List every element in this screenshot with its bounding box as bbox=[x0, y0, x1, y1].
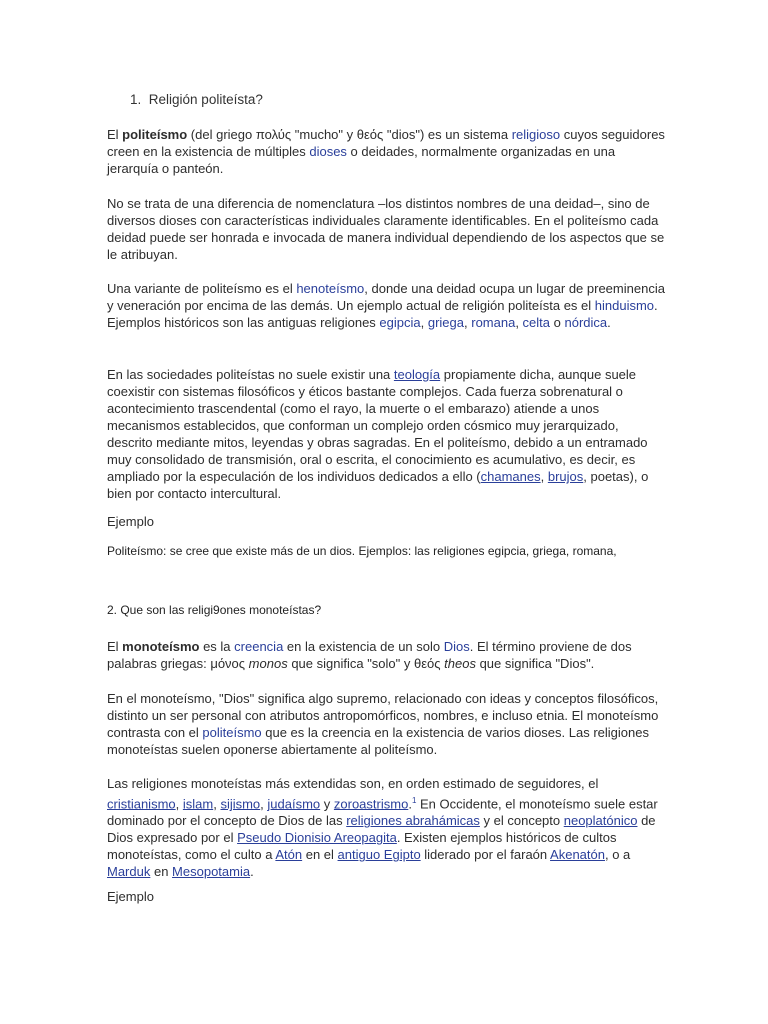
label-ejemplo-2: Ejemplo bbox=[107, 889, 154, 904]
paragraph-monoteismo-significado bbox=[107, 690, 667, 758]
term-theos: theos bbox=[444, 656, 476, 671]
link-sijismo[interactable]: sijismo bbox=[220, 796, 261, 812]
footnote-ref[interactable]: 1 bbox=[411, 796, 417, 805]
text: es la bbox=[199, 639, 235, 654]
text: (del griego πολύς "mucho" y θεός "dios") es un sistema bbox=[187, 127, 512, 142]
sep: , bbox=[515, 315, 523, 330]
text: En las sociedades politeístas no suele existir una bbox=[107, 367, 394, 382]
link-aton[interactable]: Atón bbox=[275, 847, 303, 863]
link-religiones-abrahamicas[interactable]: religiones abrahámicas bbox=[346, 813, 480, 829]
text: cuyos seguidores creen en la existencia de múltiples bbox=[107, 127, 665, 159]
link-egipcia[interactable]: egipcia bbox=[379, 315, 421, 330]
heading-religiones-monoteistas: 2. Que son las religi9ones monoteístas? bbox=[107, 603, 322, 617]
link-nordica[interactable]: nórdica bbox=[564, 315, 608, 330]
link-neoplatonico[interactable]: neoplatónico bbox=[563, 813, 638, 829]
link-religioso[interactable]: religioso bbox=[511, 127, 561, 142]
link-marduk[interactable]: Marduk bbox=[107, 864, 151, 880]
heading-religion-politeista bbox=[130, 92, 263, 107]
sep: , bbox=[464, 315, 472, 330]
text: o deidades, normalmente organizadas en una jerarquía o panteón. bbox=[107, 144, 616, 176]
text: En Occidente, el monoteísmo suele estar dominado por el concepto de Dios de las bbox=[107, 796, 658, 829]
text: El bbox=[107, 127, 123, 142]
heading-number: 1. bbox=[130, 92, 142, 107]
link-dios[interactable]: Dios bbox=[443, 639, 470, 654]
heading-text: Religión politeísta? bbox=[148, 92, 263, 107]
sep: , bbox=[175, 796, 183, 812]
text: que es la creencia en la existencia de varios dioses. Las religiones monoteístas suelen oponerse abiertamente al politeísmo. bbox=[107, 725, 649, 757]
text: en bbox=[150, 864, 173, 880]
link-creencia[interactable]: creencia bbox=[234, 639, 284, 654]
sep: , bbox=[260, 796, 268, 812]
link-islam[interactable]: islam bbox=[182, 796, 214, 812]
text: , poetas), o bien por contacto intercultural. bbox=[107, 469, 649, 501]
link-brujos[interactable]: brujos bbox=[547, 469, 584, 484]
link-akenaton[interactable]: Akenatón bbox=[550, 847, 605, 863]
text: En el monoteísmo, "Dios" significa algo supremo, relacionado con ideas y conceptos filosóficos, distinto un ser personal con atributos antropomórficos, nombres, e incluso etnia. El monoteísmo contrasta con el bbox=[107, 691, 659, 740]
sep: o bbox=[550, 315, 565, 330]
text: , o a bbox=[604, 847, 631, 863]
link-romana[interactable]: romana bbox=[471, 315, 516, 330]
text: . Existen ejemplos históricos de cultos monoteístas, como el culto a bbox=[107, 830, 617, 863]
link-celta[interactable]: celta bbox=[522, 315, 551, 330]
term-politeismo: politeísmo bbox=[122, 127, 188, 142]
text: Una variante de politeísmo es el bbox=[107, 281, 297, 296]
term-monoteismo: monoteísmo bbox=[122, 639, 200, 654]
text: Las religiones monoteístas más extendidas son, en orden estimado de seguidores, el bbox=[107, 776, 599, 791]
text: liderado por el faraón bbox=[420, 847, 551, 863]
paragraph-religiones-extendidas bbox=[107, 775, 667, 880]
example-politeismo: Politeísmo: se cree que existe más de un dios. Ejemplos: las religiones egipcia, griega, romana, bbox=[107, 544, 617, 558]
text: . Ejemplos históricos son las antiguas religiones bbox=[107, 298, 658, 330]
label-ejemplo-1: Ejemplo bbox=[107, 514, 154, 529]
text: que significa "solo" y θεός bbox=[287, 656, 445, 671]
text: . El término proviene de dos palabras griegas: μόνος bbox=[107, 639, 632, 671]
link-cristianismo[interactable]: cristianismo bbox=[107, 796, 176, 812]
link-dioses[interactable]: dioses bbox=[309, 144, 347, 159]
link-pseudo-dionisio[interactable]: Pseudo Dionisio Areopagita bbox=[237, 830, 397, 846]
text: y el concepto bbox=[479, 813, 564, 829]
text: El bbox=[107, 639, 123, 654]
text: , donde una deidad ocupa un lugar de preeminencia y veneración por encima de las demás. Un ejemplo actual de religión politeísta es el bbox=[107, 281, 665, 313]
paragraph-sociedades-politeistas bbox=[107, 366, 667, 502]
text: . bbox=[607, 315, 611, 330]
link-henoteismo[interactable]: henoteísmo bbox=[296, 281, 365, 296]
link-politeismo[interactable]: politeísmo bbox=[202, 725, 262, 740]
text: en el bbox=[302, 847, 338, 863]
link-judaismo[interactable]: judaísmo bbox=[267, 796, 321, 812]
link-teologia[interactable]: teología bbox=[393, 367, 441, 382]
sep: , bbox=[420, 315, 428, 330]
text: en la existencia de un solo bbox=[283, 639, 444, 654]
sep: , bbox=[213, 796, 221, 812]
sep: y bbox=[320, 796, 334, 812]
link-griega[interactable]: griega bbox=[427, 315, 464, 330]
sep: . bbox=[408, 796, 412, 812]
sep: , bbox=[540, 469, 548, 484]
link-mesopotamia[interactable]: Mesopotamia bbox=[172, 864, 251, 880]
link-chamanes[interactable]: chamanes bbox=[480, 469, 541, 484]
link-antiguo-egipto[interactable]: antiguo Egipto bbox=[337, 847, 421, 863]
paragraph-nomenclatura: No se trata de una diferencia de nomenclatura –los distintos nombres de una deidad–, sino de diversos dioses con características individuales claramente identificables. En el politeísmo cada deidad puede ser honrada e invocada de manera individual dependiendo de los aspectos que se le atribuyan. bbox=[107, 196, 665, 262]
text: propiamente dicha, aunque suele coexistir con sistemas filosóficos y éticos bastante complejos. Cada fuerza sobrenatural o acontecimiento trascendental (como el rayo, la muerte o el embarazo) atiende a unos mecanismos establecidos, que conforman un complejo orden cósmico muy jerarquizado, descrito mediante mitos, leyendas y obras sagradas. En el politeísmo, debido a un entramado muy consolidado de transmisión, oral o escrita, el conocimiento es acumulativo, es decir, es ampliado por la especulación de los individuos dedicados a ello ( bbox=[107, 367, 648, 484]
paragraph-henoteismo bbox=[107, 280, 667, 331]
link-zoroastrismo[interactable]: zoroastrismo bbox=[333, 796, 409, 812]
text: que significa "Dios". bbox=[475, 656, 595, 671]
text: de Dios expresado por el bbox=[107, 813, 656, 846]
paragraph-monoteismo-definition bbox=[107, 638, 667, 672]
term-monos: monos bbox=[248, 656, 288, 671]
paragraph-politeismo-definition bbox=[107, 126, 667, 177]
link-hinduismo[interactable]: hinduismo bbox=[594, 298, 655, 313]
text: . bbox=[250, 864, 254, 880]
